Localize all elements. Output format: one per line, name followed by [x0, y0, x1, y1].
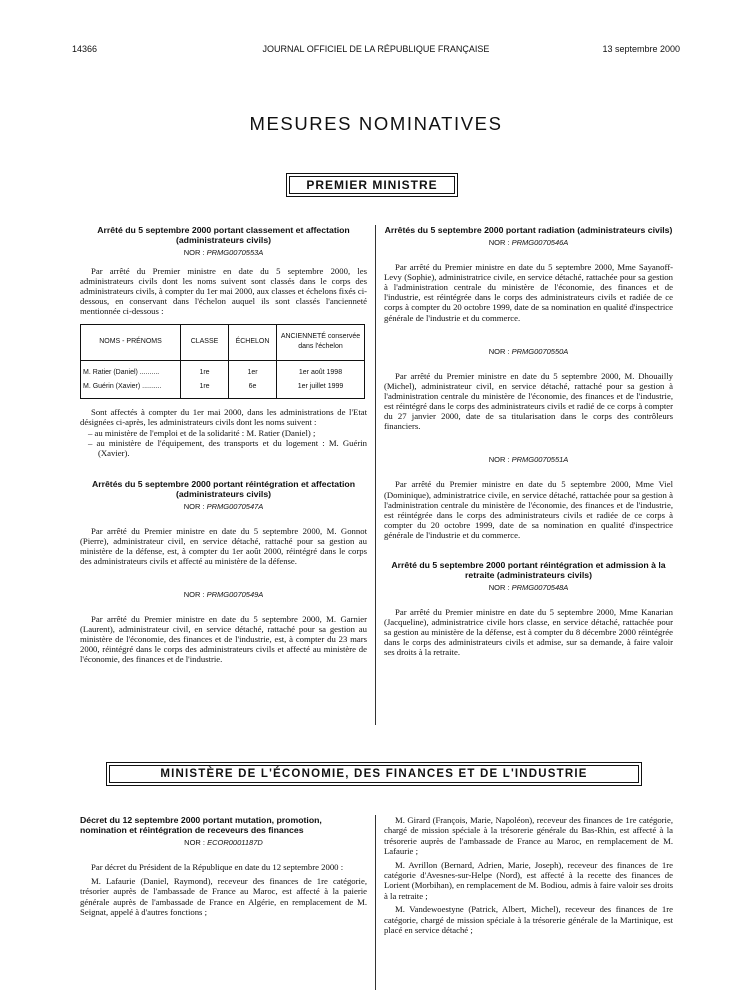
nor-reference: NOR : PRMG0070551A — [488, 455, 569, 465]
paragraph: Par arrêté du Premier ministre en date du 5 septembre 2000, M. Gonnot (Pierre), administrateur civil, en service détaché, rattaché pour sa gestion au ministère de la défense, est, à compter du 1er août 2000, réintégré dans le corps des administrateurs civils et affecté au ministère de la défense. — [80, 525, 367, 566]
page-header — [72, 44, 680, 58]
paragraph: Par arrêté du Premier ministre en date du 5 septembre 2000, M. Garnier (Laurent), administrateur civil, en service détaché, rattaché pour sa gestion au ministère de l'économie, des finances et de l'industrie, est, à compter du 23 mars 2000, réintégré dans le corps des administrateurs civils et affecté au ministère de l'économie, des finances et de l'industrie. — [80, 614, 367, 665]
table-header: NOMS - PRÉNOMS — [81, 324, 181, 360]
arrete-title: Arrêté du 5 septembre 2000 portant classement et affectation (administrateurs civils) — [97, 225, 350, 245]
paragraph: Par arrêté du Premier ministre en date du 5 septembre 2000, Mme Kanarian (Jacqueline), administratrice civile hors classe, en service détaché, rattachée pour sa gestion au ministère de la défense, est à compter du 8 décembre 2000 réintégrée dans le corps des administrateurs civils et admise, sur sa demande, à faire valoir ses droits à la retraite. — [384, 607, 673, 658]
arrete-title: Arrêtés du 5 septembre 2000 portant radiation (administrateurs civils) — [384, 225, 673, 235]
list-item: – au ministère de l'équipement, des transports et du logement : M. Guérin (Xavier). — [88, 438, 367, 459]
paragraph: Par arrêté du Premier ministre en date du 5 septembre 2000, Mme Viel (Dominique), administratrice civile, en service détaché, rattachée pour sa gestion à l'administration centrale du ministère de l'économie, des finances et de l'industrie, est réintégrée dans le corps des administrateurs civils et radiée de ce corps à compter du 20 octobre 1999, date de sa nomination en qualité d'inspectrice générale de l'industrie et du commerce. — [384, 479, 673, 540]
section-ministere-economie — [106, 762, 642, 786]
main-title: MESURES NOMINATIVES — [249, 113, 503, 134]
paragraph: M. Vandewoestyne (Patrick, Albert, Michel), receveur des finances de 1re catégorie, chargé de mission spéciale à la trésorerie générale de la Martinique, est placé en service détaché ; — [384, 904, 673, 936]
list-item: – au ministère de l'emploi et de la solidarité : M. Ratier (Daniel) ; — [88, 428, 316, 439]
nor-reference: NOR : PRMG0070549A — [183, 590, 264, 599]
column-divider — [375, 815, 376, 990]
nor-reference: NOR : PRMG0070553A — [183, 248, 264, 257]
affectation-list — [80, 428, 367, 458]
arrete-title: Arrêtés du 5 septembre 2000 portant réintégration et affectation (administrateurs civils) — [91, 478, 356, 499]
nor-reference: NOR : PRMG0070548A — [488, 582, 569, 592]
table-header: CLASSE — [181, 324, 229, 360]
section-premier-ministre — [286, 173, 458, 197]
decret-title: Décret du 12 septembre 2000 portant mutation, promotion, nomination et réintégration de receveurs des finances — [80, 815, 322, 835]
nor-reference: NOR : ECOR0001187D — [184, 838, 263, 847]
paragraph: M. Girard (François, Marie, Napoléon), receveur des finances de 1re catégorie, chargé de mission spéciale à la trésorerie générale du Bas-Rhin, est affecté à la trésorerie auprès de l'ambassade de France au Maroc, en remplacement de M. Lafaurie ; — [384, 815, 673, 857]
journal-title: JOURNAL OFFICIEL DE LA RÉPUBLIQUE FRANÇAISE — [262, 44, 490, 54]
page-number: 14366 — [72, 44, 98, 54]
table-row: M. Guérin (Xavier) .......... 1re 6e 1er juillet 1999 — [81, 380, 365, 399]
section-title: PREMIER MINISTRE — [289, 176, 455, 194]
table-row: M. Ratier (Daniel) .......... 1re 1er 1er août 1998 — [81, 366, 365, 380]
paragraph: Par arrêté du Premier ministre en date du 5 septembre 2000, Mme Sayanoff-Levy (Sophie), administratrice civile, en service détaché, rattachée pour sa gestion à l'administration centrale du ministère de l'économie, des finances et de l'industrie, est réintégrée dans le corps des administrateurs civils et radiée de ce corps à compter du 20 octobre 1999, date de sa nomination en qualité d'inspectrice générale de l'industrie et du commerce. — [384, 262, 673, 323]
arrete-title: Arrêté du 5 septembre 2000 portant réintégration et admission à la retraite (administrateurs civils) — [391, 559, 666, 580]
right-column — [384, 225, 673, 658]
paragraph: M. Avrillon (Bernard, Adrien, Marie, Joseph), receveur des finances de 1re catégorie d'Avesnes-sur-Helpe (Nord), est affecté à la recette des finances de Lorient (Morbihan), en remplacement de M. Bodiou, admis à faire valoir ses droits à la retraite ; — [384, 859, 673, 901]
table-header: ANCIENNETÉ conservée dans l'échelon — [277, 324, 365, 360]
paragraph: Par arrêté du Premier ministre en date du 5 septembre 2000, M. Dhouailly (Michel), administrateur civil, en service détaché, rattaché pour sa gestion à l'administration centrale du ministère de l'économie, des finances et de l'industrie, est réintégré dans le corps des administrateurs civils et radié de ce corps à compter du 27 janvier 2000, date de sa titularisation dans le corps des contrôleurs financiers. — [384, 370, 673, 432]
paragraph: Sont affectés à compter du 1er mai 2000, dans les administrations de l'Etat désignées ci-après, les administrateurs civils dont les noms suivent : — [80, 407, 367, 428]
column-divider — [375, 225, 376, 725]
nor-reference: NOR : PRMG0070550A — [488, 346, 569, 356]
table-header: ÉCHELON — [229, 324, 277, 360]
left-column — [80, 225, 367, 665]
nor-reference: NOR : PRMG0070546A — [488, 238, 569, 247]
paragraph: Par décret du Président de la République en date du 12 septembre 2000 : — [91, 862, 344, 873]
paragraph: Par arrêté du Premier ministre en date du 5 septembre 2000, les administrateurs civils dont les noms suivent sont classés dans le corps des administrateurs civils, à compter du 1er mai 2000, aux classes et échelons fixés ci-dessous, en conservant dans l'échelon auquel ils sont classés l'ancienneté mentionnée ci-dessous : — [80, 266, 367, 317]
bottom-left-column — [80, 815, 367, 920]
paragraph: M. Lafaurie (Daniel, Raymond), receveur des finances de 1re catégorie, trésorier auprès de l'ambassade de France au Maroc, est affecté à la paierie générale auprès de l'ambassade de France en Algérie, en remplacement de M. Seignat, appelé à d'autres fonctions ; — [80, 875, 367, 918]
section-title: MINISTÈRE DE L'ÉCONOMIE, DES FINANCES ET DE L'INDUSTRIE — [109, 765, 639, 783]
nor-reference: NOR : PRMG0070547A — [183, 501, 264, 511]
bottom-right-column — [384, 815, 673, 938]
classement-table — [80, 324, 365, 400]
issue-date: 13 septembre 2000 — [602, 44, 680, 54]
